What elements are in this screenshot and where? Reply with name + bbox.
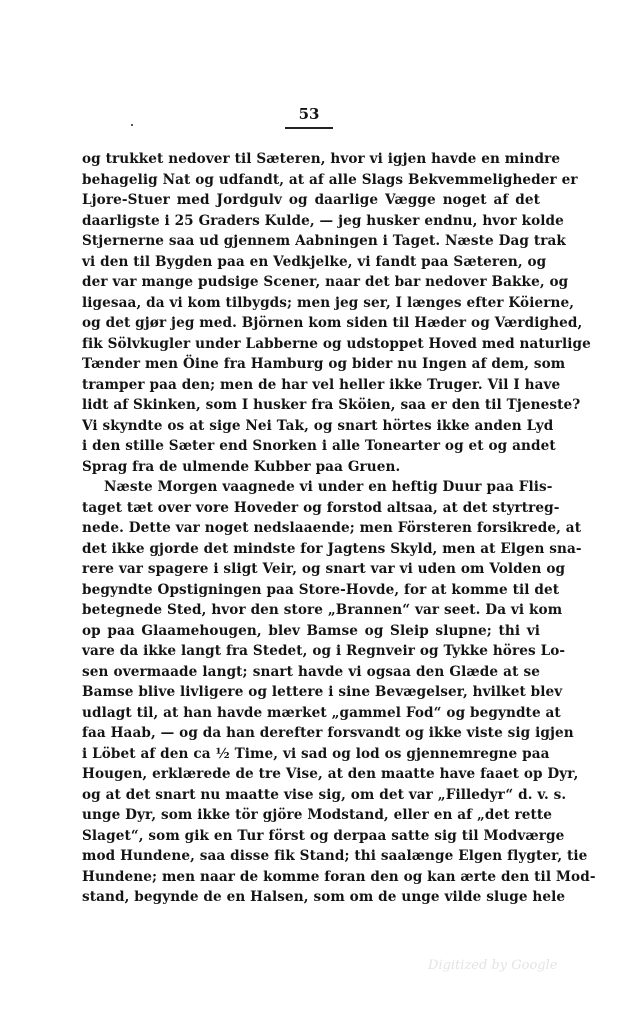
text-line: fik Sölvkugler under Labberne og udstoppet Hoved med naturlige [82, 335, 591, 352]
scan-speck [131, 124, 133, 126]
text-line: vare da ikke langt fra Stedet, og i Regnveir og Tykke höres Lo- [82, 643, 566, 659]
text-line: Vi skyndte os at sige Nei Tak, og snart hörtes ikke anden Lyd [82, 417, 554, 434]
text-line: og trukket nedover til Sæteren, hvor vi igjen havde en mindre [82, 151, 561, 167]
page-number: 53 [298, 105, 320, 123]
text-line: Stjernerne saa ud gjennem Aabningen i Taget. Næste Dag trak [82, 233, 566, 249]
text-line: Tænder men Öine fra Hamburg og bider nu Ingen af dem, som [82, 356, 566, 372]
text-line: Ljore-Stuer med Jordgulv og daarlige Vægge noget af det [82, 192, 540, 208]
text-line: daarligste i 25 Graders Kulde, — jeg husker endnu, hvor kolde [82, 212, 564, 229]
text-line: der var mange pudsige Scener, naar det bar nedover Bakke, og [82, 274, 569, 290]
text-line: behagelig Nat og udfandt, at af alle Slags Bekvemmeligheder er [82, 171, 578, 188]
text-line: betegnede Sted, hvor den store „Brannen“ var seet. Da vi kom [82, 602, 563, 618]
text-line: udlagt til, at han havde mærket „gammel Fod“ og begyndte at [82, 704, 561, 721]
text-line: nede. Dette var noget nedslaaende; men Försteren forsikrede, at [82, 520, 582, 536]
text-line: stand, begynde de en Halsen, som om de unge vilde sluge hele [82, 889, 566, 905]
text-line: faa Haab, — og da han derefter forsvandt og ikke viste sig igjen [82, 725, 574, 741]
text-line: taget tæt over vore Hoveder og forstod altsaa, at det styrtreg- [82, 499, 560, 516]
text-line: vi den til Bygden paa en Vedkjelke, vi fandt paa Sæteren, og [82, 253, 547, 270]
text-line: lidt af Skinken, som I husker fra Sköien, saa er den til Tjeneste? [82, 397, 581, 413]
page-number-rule [285, 127, 333, 129]
text-line: Hougen, erklærede de tre Vise, at den maatte have faaet op Dyr, [82, 766, 579, 782]
watermark-digitized-by-google: Digitized by Google [428, 958, 558, 973]
text-line: i Löbet af den ca ½ Time, vi sad og lod os gjennemregne paa [82, 745, 550, 762]
text-line: mod Hundene, saa disse fik Stand; thi saalænge Elgen flygter, tie [82, 848, 588, 864]
text-line: det ikke gjorde det mindste for Jagtens Skyld, men at Elgen sna- [82, 540, 582, 557]
text-line: begyndte Opstigningen paa Store-Hovde, for at komme til det [82, 581, 560, 598]
text-line: og det gjør jeg med. Björnen kom siden til Hæder og Værdighed, [82, 315, 583, 331]
text-line: op paa Glaamehougen, blev Bamse og Sleip slupne; thi vi [82, 622, 540, 639]
text-line: og at det snart nu maatte vise sig, om det var „Filledyr“ d. v. s. [82, 786, 567, 803]
text-line: Næste Morgen vaagnede vi under en heftig Duur paa Flis- [104, 479, 553, 495]
body-text [82, 149, 596, 908]
text-line: Slaget“, som gik en Tur först og derpaa satte sig til Modværge [82, 827, 565, 844]
text-line: Hundene; men naar de komme foran den og kan ærte den til Mod- [82, 868, 596, 885]
text-line: i den stille Sæter end Snorken i alle Tonearter og et og andet [82, 438, 556, 454]
text-line: sen overmaade langt; snart havde vi ogsaa den Glæde at se [82, 663, 540, 680]
text-line: ligesaa, da vi kom tilbygds; men jeg ser, I længes efter Köierne, [82, 294, 575, 311]
text-line: unge Dyr, som ikke tör gjöre Modstand, eller en af „det rette [82, 807, 552, 823]
text-line: tramper paa den; men de har vel heller ikke Truger. Vil I have [82, 376, 561, 393]
text-line: Sprag fra de ulmende Kubber paa Gruen. [82, 458, 401, 475]
text-line: Bamse blive livligere og lettere i sine Bevægelser, hvilket blev [82, 684, 563, 700]
text-line: rere var spagere i sligt Veir, og snart var vi uden om Volden og [82, 561, 566, 577]
